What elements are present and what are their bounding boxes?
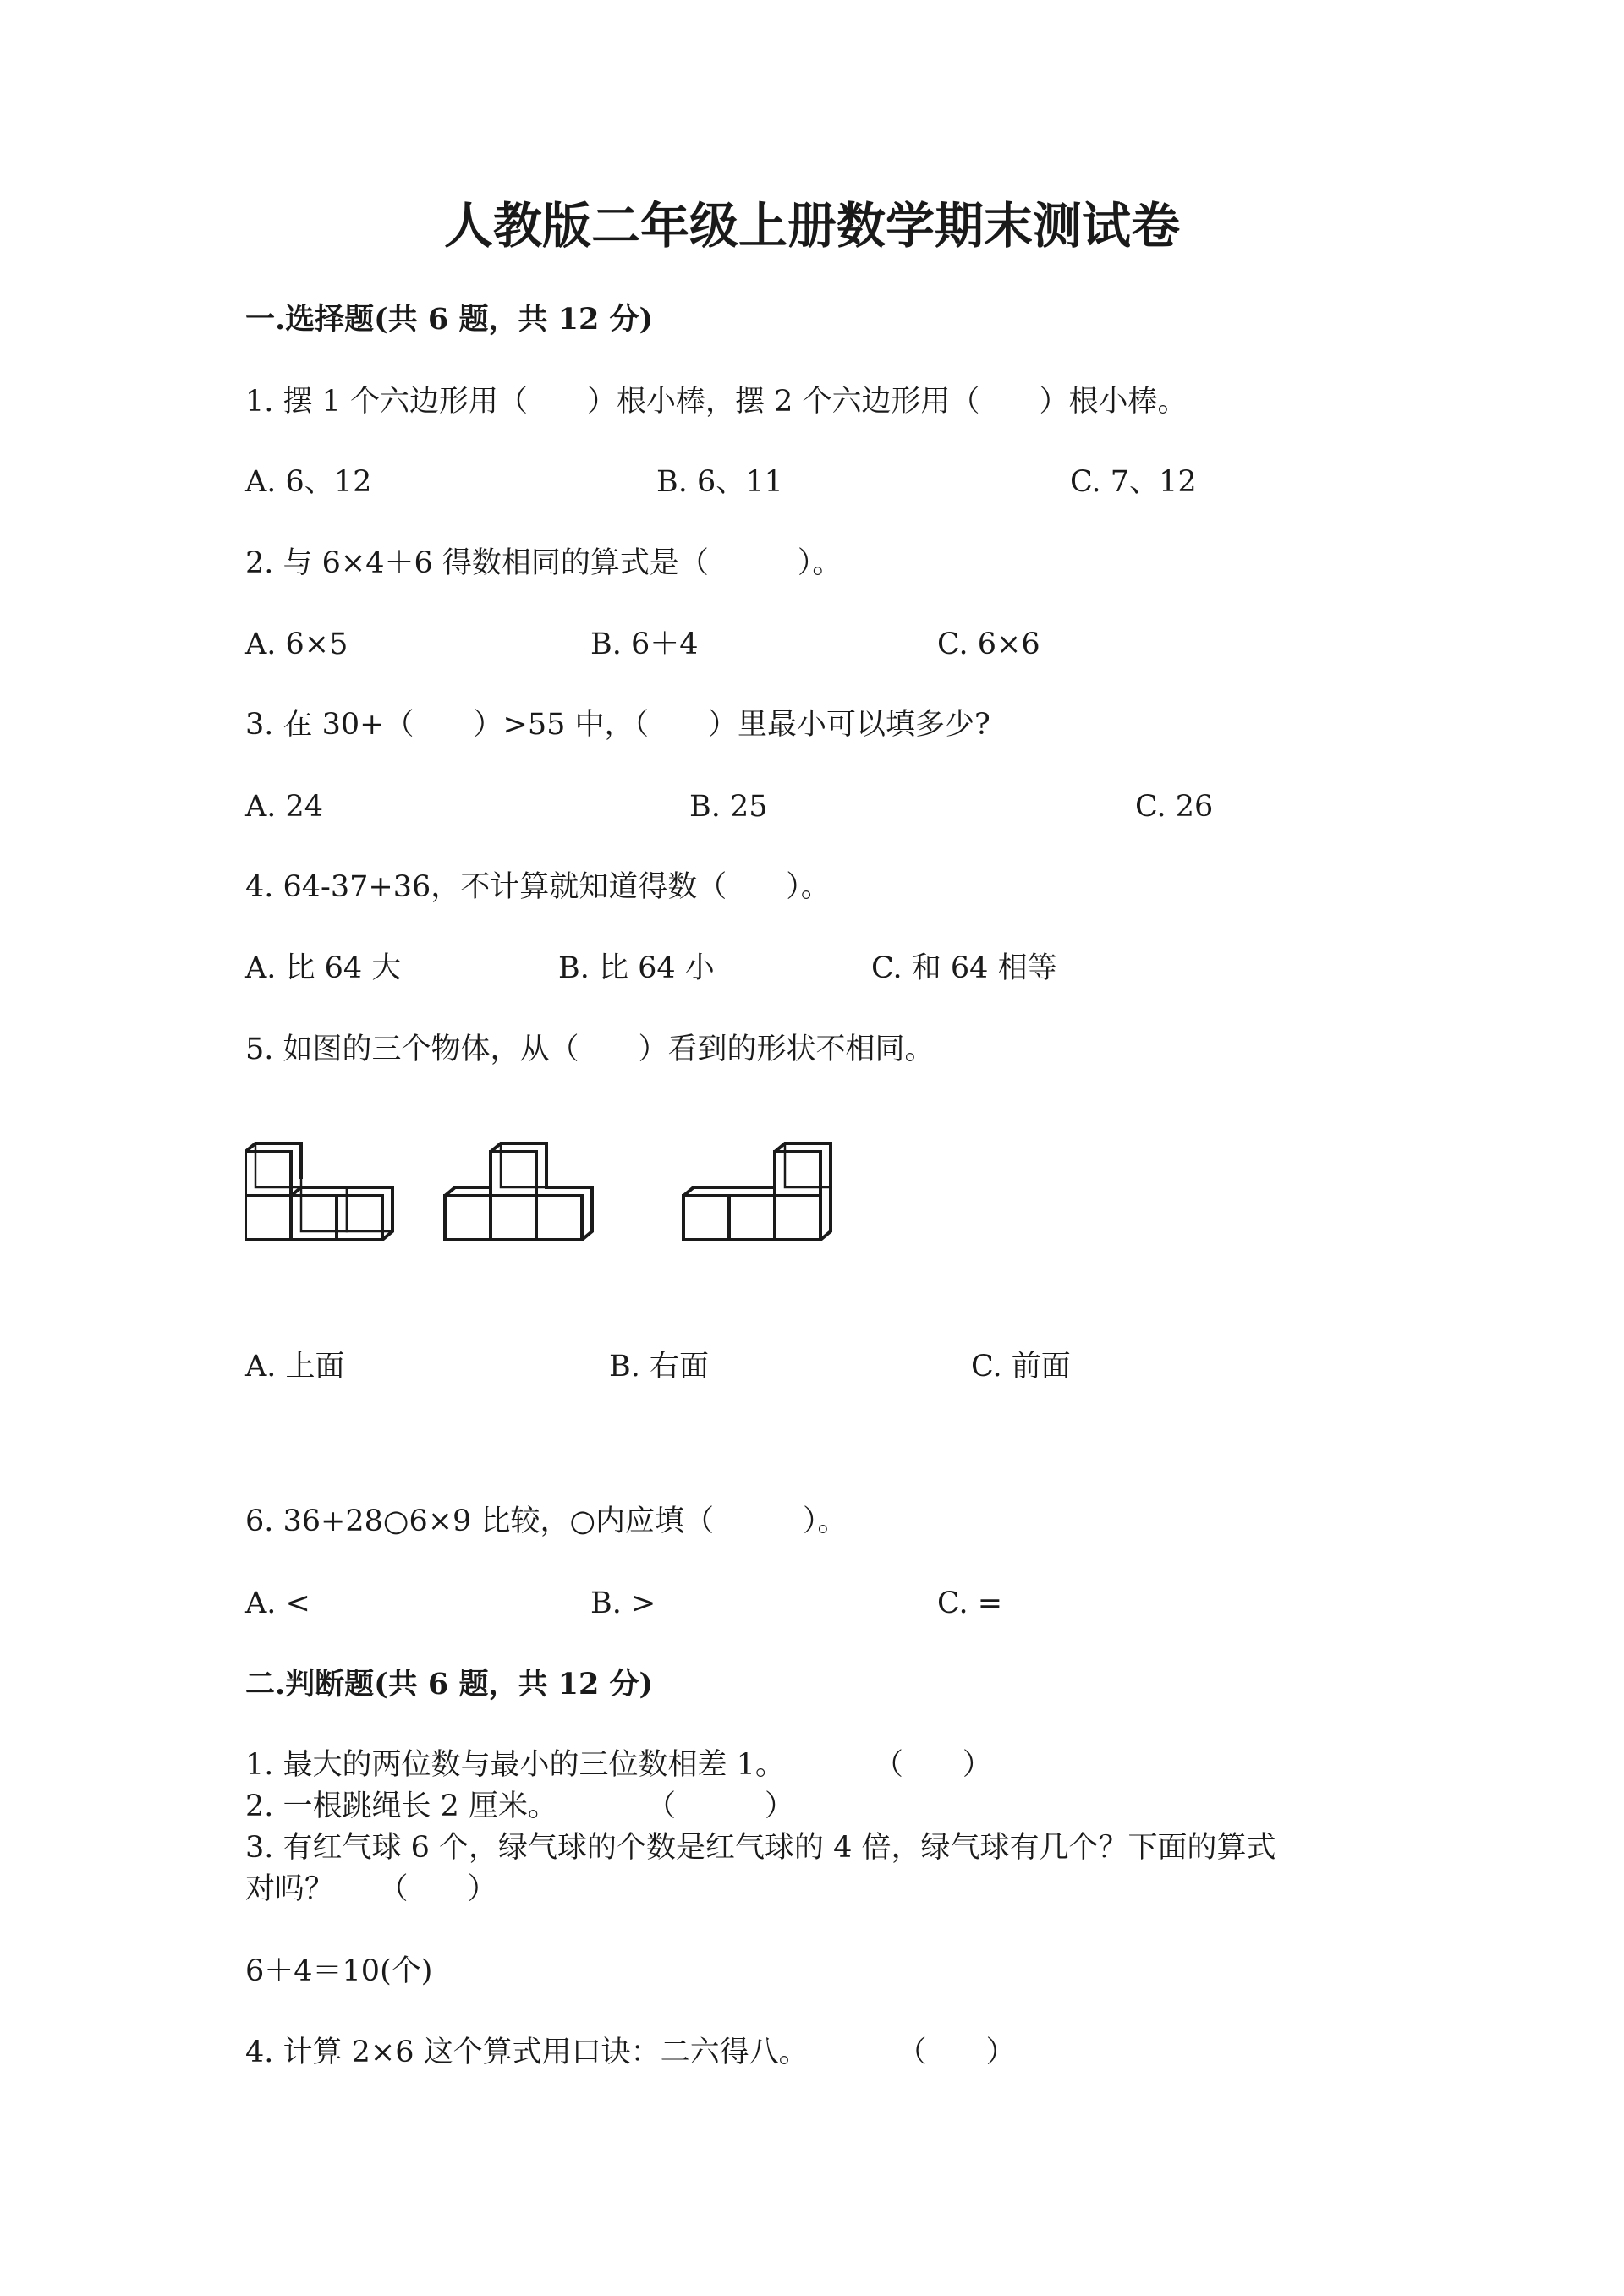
question-6-option-a: A. < xyxy=(245,1586,310,1620)
section-1-heading: 一.选择题(共 6 题，共 12 分) xyxy=(245,302,654,337)
judge-item-3-line-1: 3. 有红气球 6 个，绿气球的个数是红气球的 4 倍，绿气球有几个？下面的算式 xyxy=(245,1831,1276,1865)
question-6-option-b: B. > xyxy=(590,1586,656,1620)
figure-1-blocks xyxy=(245,1143,392,1240)
figure-2-blocks xyxy=(445,1143,592,1240)
question-4-text: 4. 64-37+36，不计算就知道得数（ ）。 xyxy=(245,870,831,904)
question-3-option-b: B. 25 xyxy=(689,790,768,824)
question-4-option-c: C. 和 64 相等 xyxy=(871,951,1057,985)
question-6-option-c: C. = xyxy=(937,1586,1003,1620)
question-5-text: 5. 如图的三个物体，从（ ）看到的形状不相同。 xyxy=(245,1033,935,1066)
question-1-option-b: B. 6、11 xyxy=(656,465,783,499)
question-1-text: 1. 摆 1 个六边形用（ ）根小棒，摆 2 个六边形用（ ）根小棒。 xyxy=(245,385,1188,419)
question-3-option-a: A. 24 xyxy=(245,790,324,824)
question-1-option-c: C. 7、12 xyxy=(1070,465,1197,499)
judge-item-3-formula: 6＋4＝10(个) xyxy=(245,1954,433,1988)
figure-3-blocks xyxy=(683,1143,831,1240)
question-2-option-c: C. 6×6 xyxy=(937,627,1040,661)
question-3-option-c: C. 26 xyxy=(1135,790,1214,824)
judge-item-2: 2. 一根跳绳长 2 厘米。 （ ） xyxy=(245,1789,795,1823)
three-block-figures xyxy=(245,1142,854,1269)
question-6-text: 6. 36+28○6×9 比较，○内应填（ ）。 xyxy=(245,1504,848,1538)
question-5-option-c: C. 前面 xyxy=(971,1350,1071,1384)
judge-item-4: 4. 计算 2×6 这个算式用口诀：二六得八。 （ ） xyxy=(245,2036,1016,2069)
question-2-option-b: B. 6＋4 xyxy=(590,627,699,661)
question-2-option-a: A. 6×5 xyxy=(245,627,348,661)
page-title: 人教版二年级上册数学期末测试卷 xyxy=(443,197,1180,255)
question-5-option-b: B. 右面 xyxy=(609,1350,709,1384)
question-2-text: 2. 与 6×4＋6 得数相同的算式是（ ）。 xyxy=(245,546,842,580)
question-3-text: 3. 在 30+（ ）>55 中，（ ）里最小可以填多少? xyxy=(245,708,990,742)
judge-item-1: 1. 最大的两位数与最小的三位数相差 1。 （ ） xyxy=(245,1748,992,1782)
question-1-option-a: A. 6、12 xyxy=(245,465,372,499)
question-4-option-a: A. 比 64 大 xyxy=(245,951,402,985)
question-4-option-b: B. 比 64 小 xyxy=(558,951,715,985)
section-2-heading: 二.判断题(共 6 题，共 12 分) xyxy=(245,1667,654,1701)
question-5-option-a: A. 上面 xyxy=(245,1350,345,1384)
judge-item-3-line-2: 对吗？ （ ） xyxy=(245,1872,497,1906)
